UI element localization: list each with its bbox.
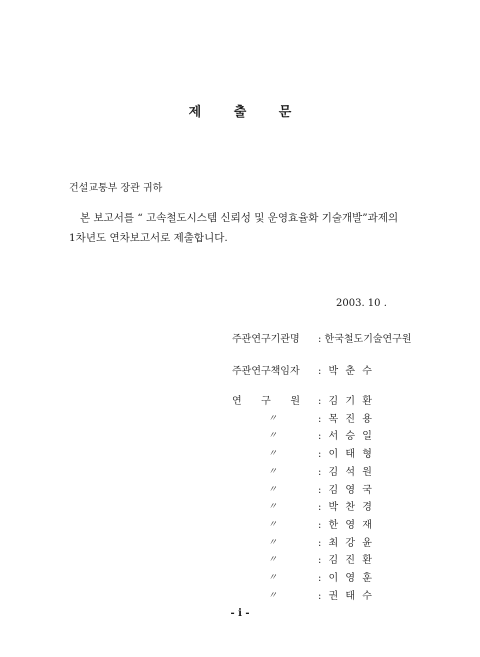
researcher-name: : 이 영 훈 <box>318 573 374 584</box>
researcher-name: : 한 영 재 <box>318 520 374 531</box>
researcher-name: : 박 찬 경 <box>318 502 374 513</box>
ditto-mark: 〃 <box>268 538 278 548</box>
ditto-mark: 〃 <box>268 502 278 512</box>
researchers-label-char: 연 <box>232 396 242 407</box>
ditto-mark: 〃 <box>268 431 278 441</box>
ditto-mark: 〃 <box>268 485 278 495</box>
researchers-label-char: 원 <box>290 396 300 407</box>
researchers-label <box>232 392 300 407</box>
ditto-mark: 〃 <box>268 591 278 601</box>
researcher-name: : 이 태 형 <box>318 449 374 460</box>
leader-label: 주관연구책임자 <box>232 366 300 377</box>
body-line-1: 본 보고서를 “ 고속철도시스템 신뢰성 및 운영효율화 기술개발”과제의 <box>80 212 399 224</box>
leader-value: : 박 춘 수 <box>318 366 374 377</box>
ditto-mark: 〃 <box>268 573 278 583</box>
ditto-mark: 〃 <box>268 449 278 459</box>
page-title: 제 출 문 <box>188 105 306 120</box>
researcher-name: : 권 태 수 <box>318 591 374 602</box>
ditto-mark: 〃 <box>268 414 278 424</box>
ditto-mark: 〃 <box>268 555 278 565</box>
submission-date: 2003. 10 . <box>336 298 387 309</box>
organization-value: : 한국철도기술연구원 <box>318 334 412 345</box>
addressee: 건설교통부 장관 귀하 <box>69 183 163 194</box>
researcher-name: : 김 기 환 <box>318 396 374 407</box>
researcher-name: : 서 승 일 <box>318 431 374 442</box>
researchers-label-char: 구 <box>261 396 271 407</box>
researcher-name: : 최 강 윤 <box>318 538 374 549</box>
organization-label: 주관연구기관명 <box>232 334 300 345</box>
ditto-mark: 〃 <box>268 467 278 477</box>
researcher-name: : 김 석 원 <box>318 467 374 478</box>
researcher-name: : 김 진 환 <box>318 555 374 566</box>
page-number: - i - <box>230 608 250 619</box>
body-line-2: 1차년도 연차보고서로 제출합니다. <box>69 232 228 244</box>
researcher-name: : 김 영 국 <box>318 485 374 496</box>
ditto-mark: 〃 <box>268 520 278 530</box>
researcher-name: : 목 진 용 <box>318 414 374 425</box>
